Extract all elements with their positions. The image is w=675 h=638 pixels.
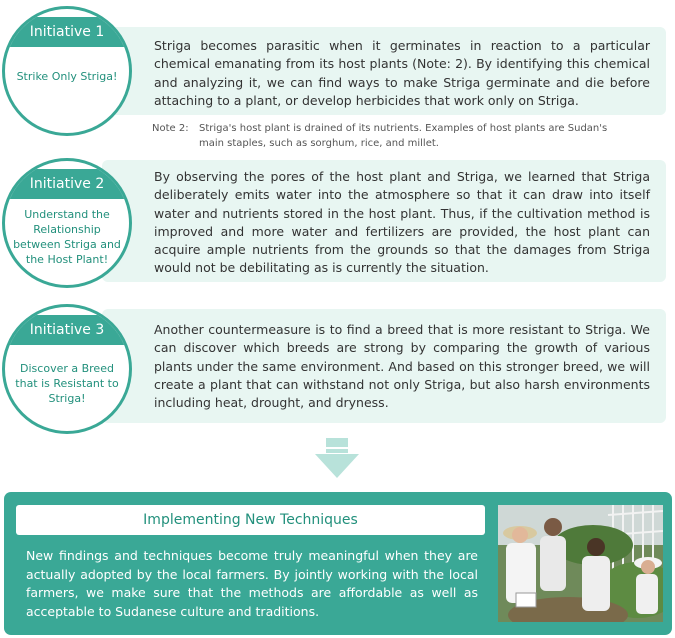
field-research-photo [498, 505, 663, 622]
implementing-title: Implementing New Techniques [16, 505, 485, 535]
note-label: Note 2: [152, 123, 189, 134]
initiative-2-subtitle: Understand the Relationship between Striga and the Host Plant! [13, 208, 121, 266]
initiative-2-label: Initiative 2 [5, 169, 129, 199]
implementing-text: New findings and techniques become truly meaningful when they are actually adopted by the local farmers. By jointly working with the local farmers, we make sure that the methods are affordable as well as acceptable to Sudanese culture and traditions. [26, 548, 478, 619]
down-arrow-icon [315, 438, 359, 480]
initiative-2-text: By observing the pores of the host plant and Striga, we learned that Striga deliberately emits water into the atmosphere so that it can draw into itself water and nutrients stored in the host plant. Thus, if the cultivation method is improved and more water and fertilizers are provided, the host plant can acquire ample nutrients from the grounds so that the damages from Striga would not be debilitating as is currently the situation. [154, 169, 650, 276]
initiative-3-subtitle: Discover a Breed that is Resistant to Striga! [15, 362, 119, 405]
initiative-3-text: Another countermeasure is to find a breed that is more resistant to Striga. We can discover which breeds are strong by comparing the growth of various plants under the same environment. And based on this stronger breed, we will create a plant that can withstand not only Striga, but also harsh environments including heat, drought, and dryness. [154, 322, 650, 411]
initiative-1-panel [102, 27, 666, 115]
implementing-section [4, 492, 672, 635]
initiative-1-label: Initiative 1 [5, 17, 129, 47]
initiative-1-badge [2, 6, 132, 136]
initiative-1-text: Striga becomes parasitic when it germinates in reaction to a particular chemical emanating from its host plants (Note: 2). By identifying this chemical and analyzing it, we can find ways to make Striga germinate and die before attaching to a plant, or develop herbicides that work only on Striga. [154, 38, 650, 108]
initiative-2-badge [2, 158, 132, 288]
note-text: Striga's host plant is drained of its nutrients. Examples of host plants are Sudan's main staples, such as sorghum, rice, and millet. [199, 123, 608, 149]
initiative-3-panel [102, 309, 666, 423]
initiative-3-badge [2, 304, 132, 434]
initiative-3-label: Initiative 3 [5, 315, 129, 345]
initiative-1-subtitle: Strike Only Striga! [16, 70, 118, 83]
initiative-2-panel [102, 160, 666, 282]
